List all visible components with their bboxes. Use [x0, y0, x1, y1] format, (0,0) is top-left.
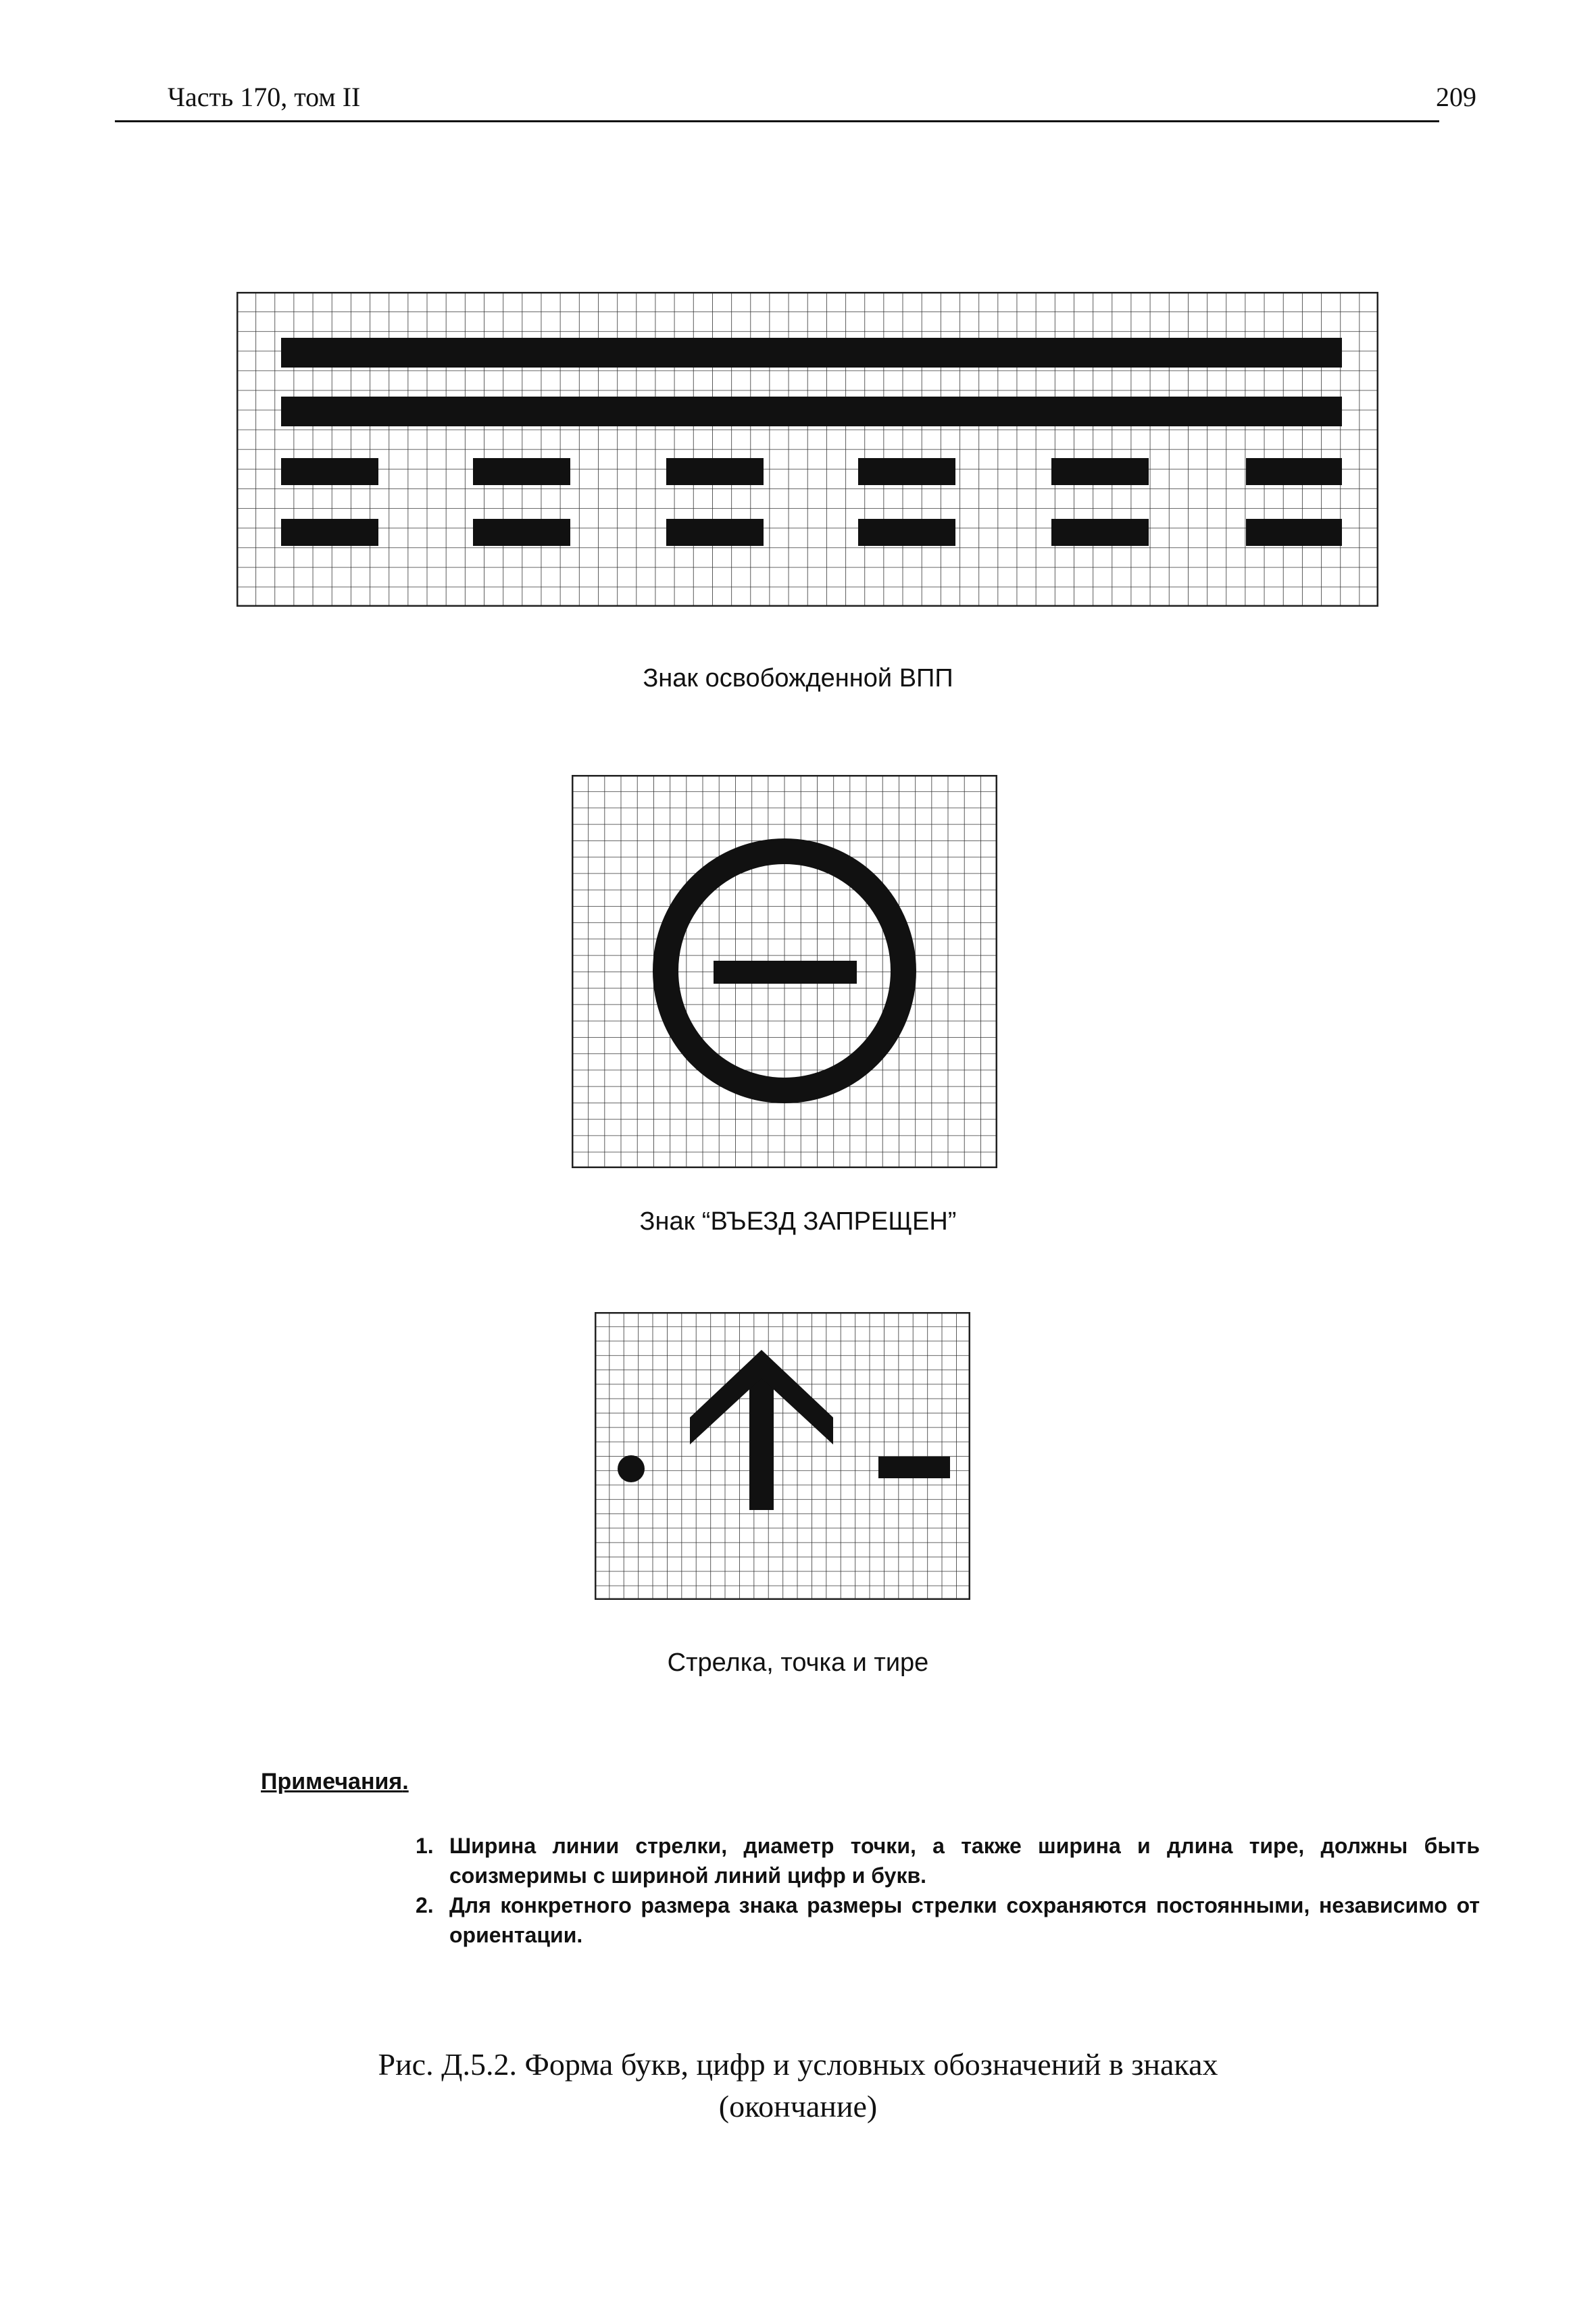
figure-title [0, 2044, 1596, 2128]
grid [595, 1312, 970, 1600]
no-entry-sign-figure [572, 775, 997, 1168]
arrow-dot-dash-figure [595, 1312, 970, 1600]
note-text: Ширина линии стрелки, диаметр точки, а также ширина и длина тире, должны быть соизмеримы с шириной линий цифр и букв. [449, 1834, 1480, 1888]
notes-title: Примечания. [261, 1769, 409, 1794]
dot [618, 1455, 645, 1482]
header-rule [115, 120, 1439, 122]
solid-line [281, 397, 1342, 426]
note-item [416, 1890, 1480, 1950]
figure-caption-no-entry: Знак “ВЪЕЗД ЗАПРЕЩЕН” [639, 1207, 957, 1236]
no-entry-bar [714, 961, 857, 984]
note-number: 1. [416, 1834, 434, 1858]
arrow-shaft [749, 1373, 774, 1510]
figure-title-line: (окончание) [718, 2089, 878, 2123]
running-header-left: Часть 170, том II [168, 82, 361, 112]
dash [878, 1457, 950, 1478]
notes-list [416, 1831, 1480, 1950]
note-number: 2. [416, 1893, 434, 1917]
note-item [416, 1831, 1480, 1890]
figure-caption-arrow-dot-dash: Стрелка, точка и тире [667, 1649, 929, 1677]
runway-vacated-sign-figure [236, 292, 1378, 607]
figure-caption-runway-vacated: Знак освобожденной ВПП [643, 664, 953, 693]
solid-line [281, 338, 1342, 368]
page-number: 209 [1436, 82, 1476, 112]
note-text: Для конкретного размера знака размеры стрелки сохраняются постоянными, независимо от ориентации. [449, 1893, 1480, 1947]
figure-title-line: Рис. Д.5.2. Форма букв, цифр и условных обозначений в знаках [378, 2047, 1218, 2082]
